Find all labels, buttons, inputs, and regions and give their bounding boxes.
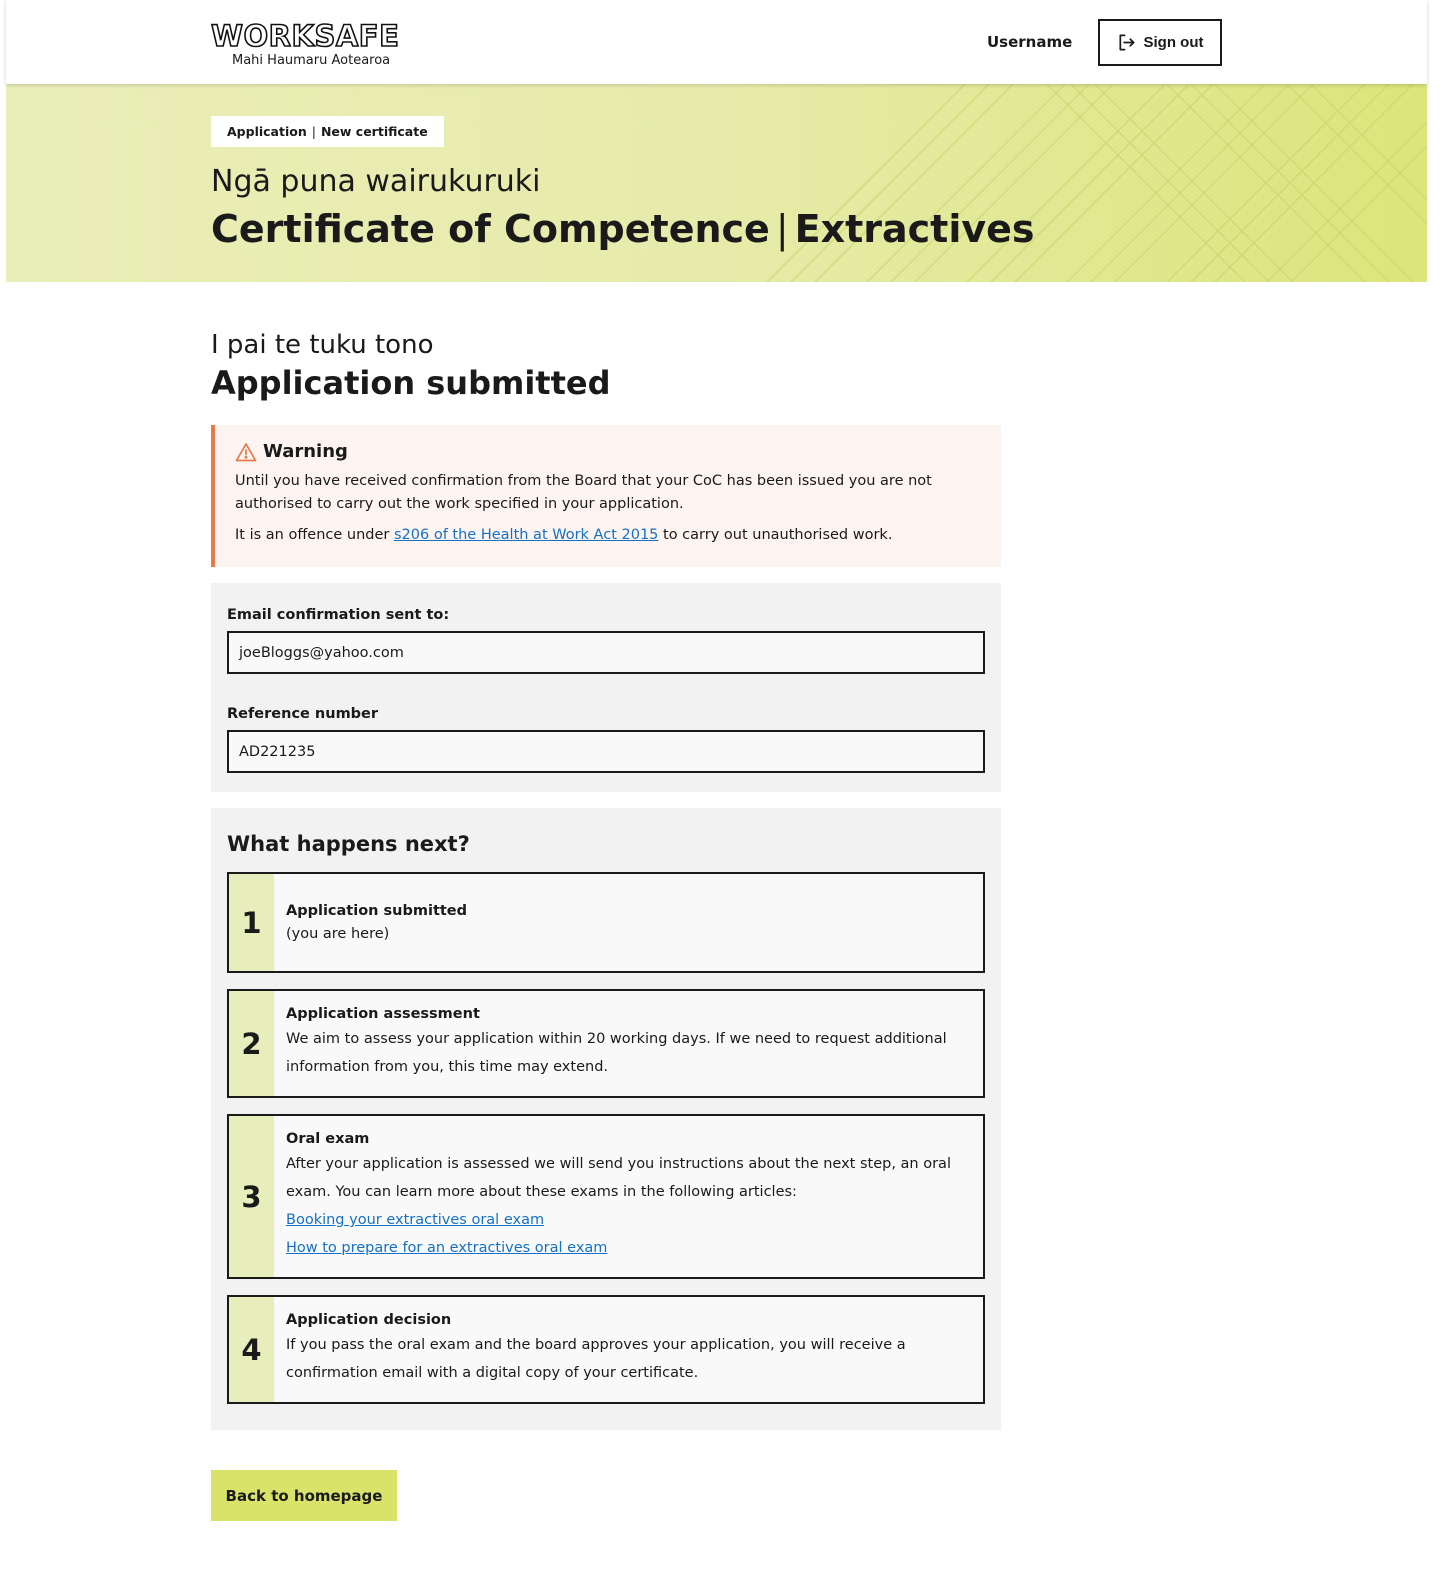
sign-out-label: Sign out	[1143, 34, 1204, 51]
logo-subtitle: Mahi Haumaru Aotearoa	[232, 53, 391, 68]
warning-callout	[211, 425, 1001, 567]
breadcrumb-new-certificate: New certificate	[320, 124, 428, 139]
sign-out-button[interactable]	[1098, 19, 1222, 66]
step-2	[227, 989, 985, 1098]
step-number: 3	[229, 1116, 274, 1277]
next-steps-title: What happens next?	[227, 832, 470, 856]
page-banner	[6, 84, 1427, 282]
page-title: Application submitted	[211, 364, 611, 402]
step-number: 4	[229, 1297, 274, 1402]
banner-title-main: Certificate of Competence	[211, 207, 770, 251]
step-title: Application assessment	[286, 1006, 480, 1022]
step-number: 2	[229, 991, 274, 1096]
step-number: 1	[229, 874, 274, 971]
step-title: Application decision	[286, 1312, 452, 1328]
banner-title-sub: Extractives	[794, 207, 1035, 251]
maori-heading: I pai te tuku tono	[211, 330, 434, 360]
step-text: After your application is assessed we will send you instructions about the next step, an oral exam. You can learn more about these exams in the following articles:	[286, 1156, 951, 1200]
breadcrumb-application[interactable]: Application	[227, 124, 307, 139]
worksafe-logo[interactable]	[211, 20, 411, 69]
next-steps-panel	[211, 808, 1001, 1430]
step-text: If you pass the oral exam and the board approves your application, you will receive a confirmation email with a digital copy of your certificate.	[286, 1337, 906, 1381]
warning-offence-text	[235, 524, 977, 547]
warning-offence-before: It is an offence under	[235, 527, 394, 543]
reference-field[interactable]: AD221235	[227, 730, 985, 773]
step-title: Oral exam	[286, 1131, 370, 1147]
username-label[interactable]: Username	[987, 33, 1073, 51]
step-note: (you are here)	[286, 926, 390, 942]
step-title: Application submitted	[286, 903, 468, 919]
step-4	[227, 1295, 985, 1404]
sign-out-icon	[1117, 33, 1136, 52]
step-1	[227, 872, 985, 973]
warning-title: Warning	[263, 441, 348, 462]
confirmation-panel	[211, 583, 1001, 792]
site-header	[6, 0, 1427, 84]
health-safety-act-link[interactable]: s206 of the Health at Work Act 2015	[394, 527, 659, 543]
back-to-homepage-button[interactable]: Back to homepage	[211, 1470, 397, 1521]
warning-header	[235, 441, 977, 462]
warning-text: Until you have received confirmation from the Board that your CoC has been issued you are not authorised to carry out the work specified in your application.	[235, 473, 932, 512]
booking-oral-exam-link[interactable]: Booking your extractives oral exam	[286, 1212, 545, 1228]
breadcrumb-separator: |	[311, 124, 316, 139]
breadcrumb	[211, 116, 444, 147]
warning-offence-after: to carry out unauthorised work.	[658, 527, 893, 543]
banner-maori-title: Ngā puna wairukuruki	[211, 164, 541, 199]
banner-title-separator: |	[775, 207, 789, 251]
prepare-oral-exam-link[interactable]: How to prepare for an extractives oral exam	[286, 1240, 608, 1256]
banner-title	[211, 207, 1035, 251]
email-field[interactable]: joeBloggs@yahoo.com	[227, 631, 985, 674]
step-text: We aim to assess your application within 20 working days. If we need to request additional information from you, this time may extend.	[286, 1031, 947, 1075]
warning-icon	[235, 442, 257, 462]
email-label: Email confirmation sent to:	[227, 607, 450, 623]
step-3	[227, 1114, 985, 1279]
logo-wordmark: WORKSAFE	[211, 19, 400, 53]
banner-pattern	[747, 84, 1427, 282]
reference-label: Reference number	[227, 706, 379, 722]
